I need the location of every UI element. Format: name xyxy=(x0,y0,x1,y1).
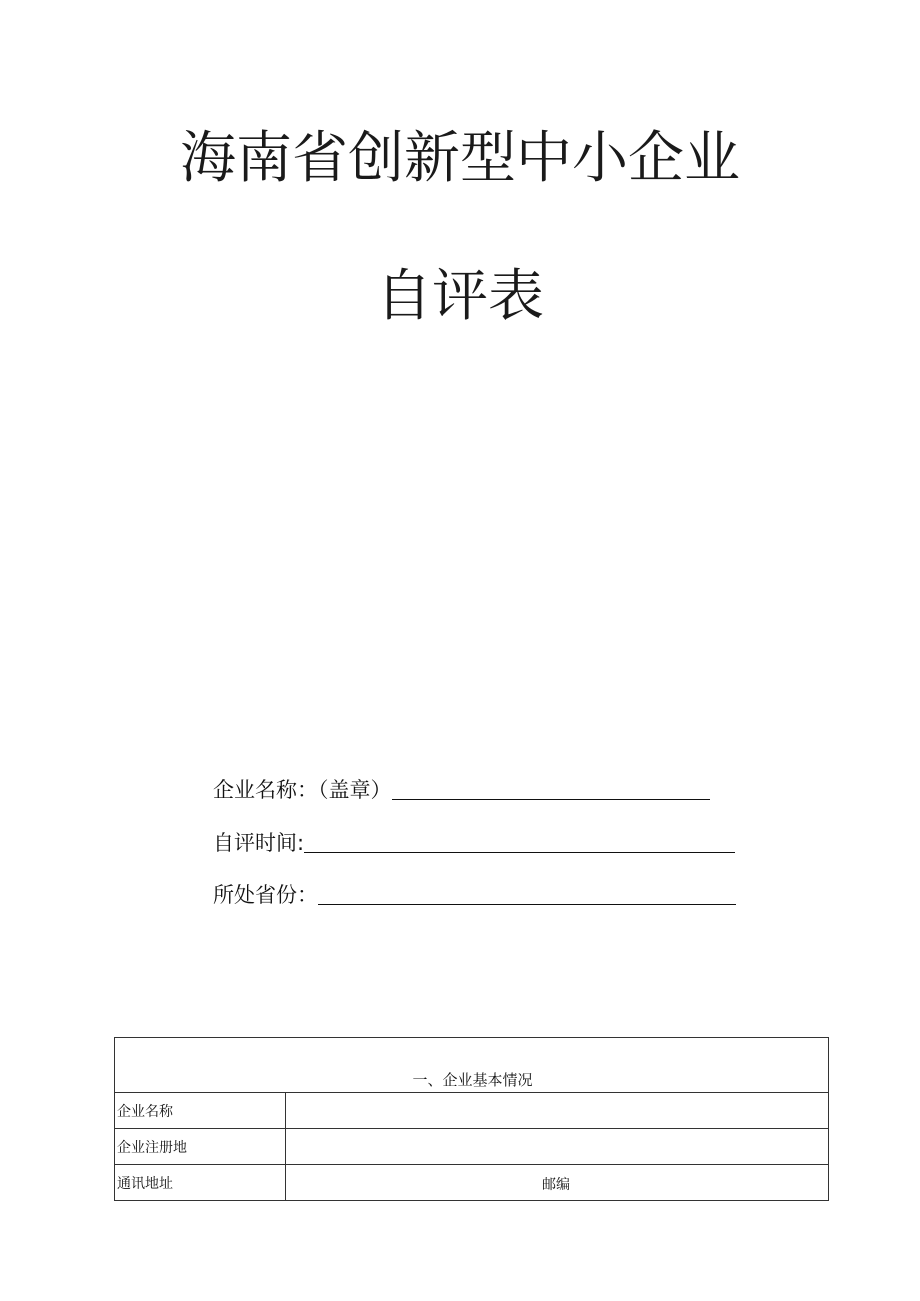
document-title-line2: 自评表 xyxy=(376,264,544,329)
province-blank-line[interactable] xyxy=(318,904,736,905)
registered-place-input-cell[interactable] xyxy=(286,1129,829,1165)
company-basic-info-table xyxy=(114,1037,829,1201)
company-name-input-cell[interactable] xyxy=(286,1093,829,1129)
document-title-line1: 海南省创新型中小企业 xyxy=(180,126,740,191)
section-title: 一、企业基本情况 xyxy=(115,1038,829,1093)
province-field xyxy=(213,877,736,909)
row-label-company-name: 企业名称 xyxy=(115,1093,286,1129)
evaluation-time-blank-line[interactable] xyxy=(304,852,735,853)
company-name-field xyxy=(213,772,710,804)
table-row xyxy=(115,1165,829,1201)
province-label: 所处省份： xyxy=(213,883,318,907)
evaluation-time-field xyxy=(213,825,735,857)
evaluation-time-label: 自评时间: xyxy=(213,831,305,855)
company-name-label: 企业名称：（盖章） xyxy=(213,778,392,802)
table-row xyxy=(115,1129,829,1165)
mailing-address-input-cell[interactable] xyxy=(286,1165,829,1201)
table-row xyxy=(115,1093,829,1129)
row-label-mailing-address: 通讯地址 xyxy=(115,1165,286,1201)
postcode-label: 邮编 xyxy=(542,1177,570,1193)
table-section-header-row xyxy=(115,1038,829,1093)
company-name-blank-line[interactable] xyxy=(392,799,710,800)
row-label-registered-place: 企业注册地 xyxy=(115,1129,286,1165)
